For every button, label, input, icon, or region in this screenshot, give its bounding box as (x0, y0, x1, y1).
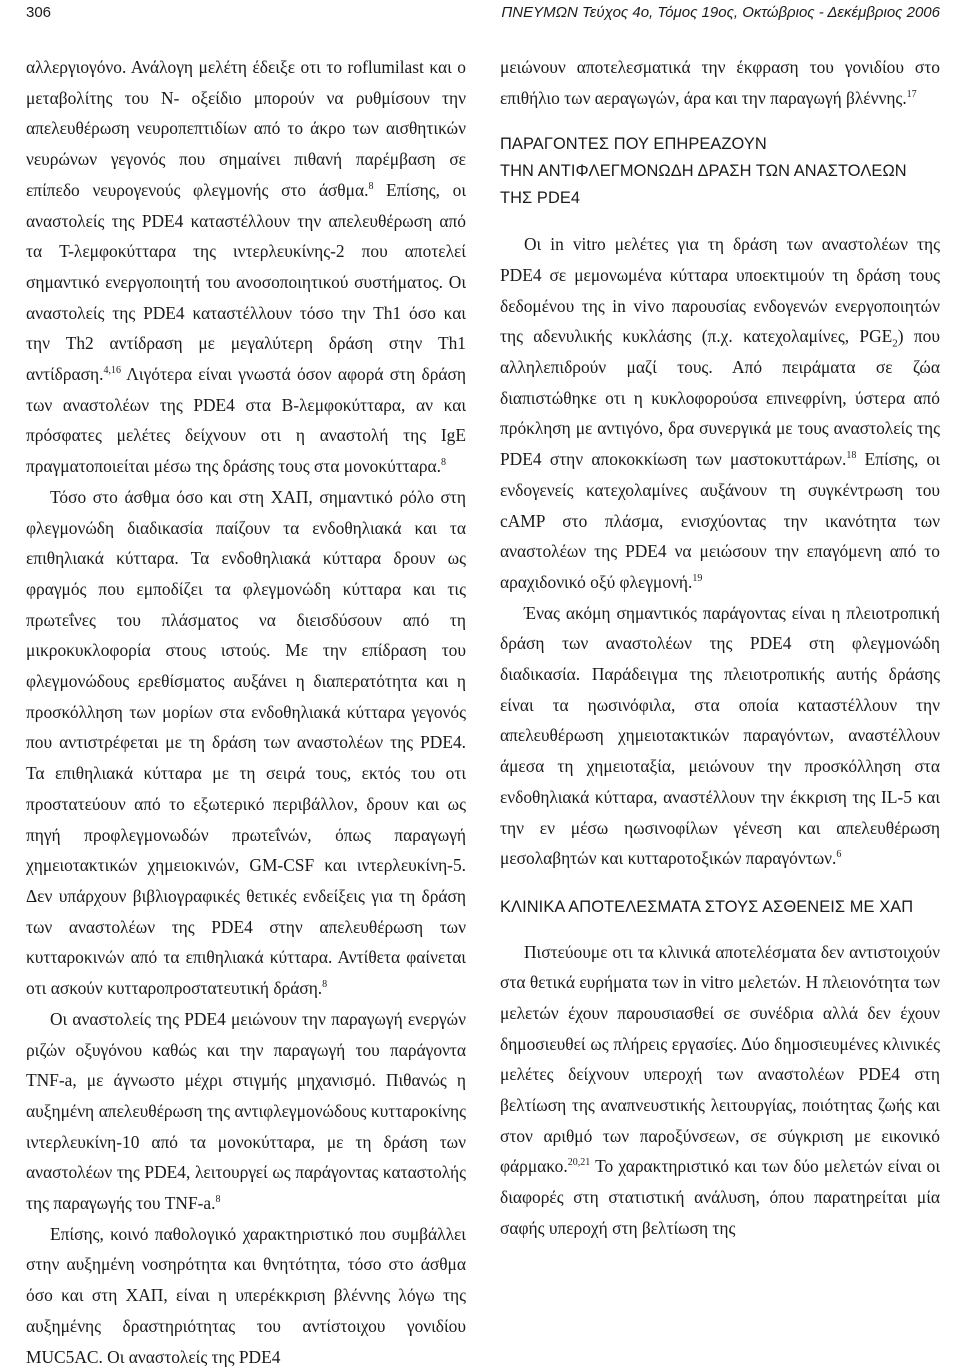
section-heading-factors (500, 131, 940, 211)
citation-ref: 8 (368, 180, 374, 192)
text-run: μειώνουν αποτελεσματικά την έκφραση του γονιδίου στο επιθήλιο των αεραγωγών, άρα και την παραγωγή βλέννης. (500, 57, 940, 108)
citation-ref: 20,21 (567, 1157, 591, 1169)
paragraph-left-1 (26, 52, 466, 482)
text-run: αλλεργιογόνο. Ανάλογη μελέτη έδειξε οτι το roflumilast και ο μεταβολίτης του N- οξείδιο μπορούν να ρυθμίσουν την απελευθέρωση νευροπεπτιδίων από το άκρο των αισθητικών νευρώνων γεγονός που σημαίνει πιθανή παρέμβαση σε επίπεδο νευρογενούς φλεγμονής στο άσθμα. (26, 57, 466, 200)
citation-ref: 8 (322, 979, 328, 991)
text-run: Επίσης, κοινό παθολογικό χαρακτηριστικό που συμβάλλει στην αυξημένη νοσηρότητα και θνητότητα, τόσο στο άσθμα όσο και στη ΧΑΠ, είναι η υπερέκκριση βλέννης λόγω της αυξημένης δραστηριότητας του αντίστοιχου γονιδίου MUC5AC. Οι αναστολείς της PDE4 (26, 1223, 466, 1367)
left-column (26, 52, 466, 1372)
page-number: 306 (26, 4, 52, 21)
citation-ref: 4,16 (103, 365, 121, 377)
citation-ref: 19 (692, 572, 703, 584)
heading-line: ΚΛΙΝΙΚΑ ΑΠΟΤΕΛΕΣΜΑΤΑ ΣΤΟΥΣ ΑΣΘΕΝΕΙΣ ΜΕ ΧΑΠ (500, 897, 914, 916)
text-run: Λιγότερα είναι γνωστά όσον αφορά στη δράση των αναστολέων της PDE4 στα Β-λεμφοκύτταρα, αν και πρόσφατες μελέτες δείχνουν οτι η αναστολή της IgE πραγματοποιείται μέσω της δράσης τους στα μονοκύτταρα. (26, 364, 466, 477)
paragraph-left-2 (26, 482, 466, 1004)
journal-running-head: ΠΝΕΥΜΩΝ Τεύχος 4ο, Τόμος 19ος, Οκτώβριος - Δεκέμβριος 2006 (501, 4, 940, 21)
paragraph-right-1 (500, 52, 940, 113)
text-run: Το χαρακτηριστικό και των δύο μελετών είναι οι διαφορές στη στατιστική ανάλυση, όπου παρατηρείται μία σαφής υπεροχή στη βελτίωση της (500, 1156, 940, 1238)
citation-ref: 8 (440, 457, 446, 469)
paragraph-right-4 (500, 937, 940, 1244)
paragraph-left-3 (26, 1004, 466, 1219)
text-run: Οι in vitro μελέτες για τη δράση των αναστολέων της PDE4 σε μεμονωμένα κύτταρα υποεκτιμούν τη δράση τους δεδομένου της in vivo παρουσίας ενδογενών ενεργοποιητών της αδενυλικής κυκλάσης (π.χ. κατεχολαμίνες, PGE (500, 234, 940, 347)
heading-line: ΤΗΣ PDE4 (500, 188, 581, 207)
paragraph-right-3 (500, 598, 940, 874)
right-column (500, 52, 940, 1244)
heading-line: ΠΑΡΑΓΟΝΤΕΣ ΠΟΥ ΕΠΗΡΕΑΖΟΥΝ (500, 135, 767, 154)
subscript: 2 (892, 337, 898, 350)
heading-line: ΤΗΝ ΑΝΤΙΦΛΕΓΜΟΝΩΔΗ ΔΡΑΣΗ ΤΩΝ ΑΝΑΣΤΟΛΕΩΝ (500, 162, 907, 180)
text-run: Επίσης, οι αναστολείς της PDE4 καταστέλλουν την απελευθέρωση από τα T-λεμφοκύτταρα της ιντερλευκίνης-2 που αποτελεί σημαντικό ενεργοποιητή του ανοσοποιητικού συστήματος. Οι αναστολείς της PDE4 καταστέλλουν τόσο την Th1 όσο και την Th2 αντίδραση με μεγαλύτερη δράση στην Th1 αντίδραση. (26, 179, 467, 385)
citation-ref: 18 (846, 450, 857, 462)
text-run: Πιστεύουμε οτι τα κλινικά αποτελέσματα δεν αντιστοιχούν στα θετικά ευρήματα των in vitro μελετών. Η πλειονότητα των μελετών έχουν παρουσιασθεί σε συνέδρια αλλά δεν έχουν δημοσιευθεί ως πλήρεις εργασίες. Δύο δημοσιευμένες κλινικές μελέτες δείχνουν υπεροχή των αναστολέων PDE4 στη βελτίωση της αναπνευστικής λειτουργίας, ποιότητας ζωής και στον αριθμό των παροξύνσεων, σε σύγκριση με εικονικό φάρμακο. (500, 941, 940, 1177)
text-run: Ένας ακόμη σημαντικός παράγοντας είναι η πλειοτροπική δράση των αναστολέων της PDE4 στη φλεγμονώδη διαδικασία. Παράδειγμα της πλειοτροπικής αυτής δράσης είναι τα ηωσινόφιλα, στα οποία καταστέλλουν την απελευθέρωση χημειοτακτικών παραγόντων, αναστέλλουν άμεσα τη χημειοταξία, μειώνουν την προσκόλληση στα ενδοθηλιακά κύτταρα, αναστέλλουν την έκκριση της IL-5 και την εν μέσω ηωσινοφίλων γένεση και απελευθέρωση μεσολαβητών και κυτταροτοξικών παραγόντων. (500, 602, 940, 869)
text-run: Επίσης, οι ενδογενείς κατεχολαμίνες αυξάνουν τη συγκέντρωση του cAMP στο πλάσμα, ενισχύοντας την ικανότητα των αναστολέων της PDE4 να μειώσουν την επαγόμενη από το αραχιδονικό οξύ φλεγμονή. (500, 449, 941, 592)
text-run: ) που αλληλεπιδρούν μαζί τους. Από πειράματα σε ζώα διαπιστώθηκε οτι η κυκλοφορούσα επινεφρίνη, ύστερα από πρόκληση με αντιγόνο, δρα συνεργικά με τους αναστολείς της PDE4 στην αποκοκκίωση των μαστοκυττάρων. (500, 326, 940, 470)
text-run: Τόσο στο άσθμα όσο και στη ΧΑΠ, σημαντικό ρόλο στη φλεγμονώδη διαδικασία παίζουν τα ενδοθηλιακά και τα επιθηλιακά κύτταρα. Τα ενδοθηλιακά κύτταρα δρουν ως φραγμός που εμποδίζει τα φλεγμονώδη κύτταρα και τις πρωτεΐνες του πλάσματος να διεισδύσουν από τη μικροκυκλοφορία στους ιστούς. Με την επίδραση του φλεγμονώδους ερεθίσματος αυξάνει η διαπερατότητα και η προσκόλληση των μορίων στα ενδοθηλιακά κύτταρα γεγονός που αντιστρέφεται με τη δράση των αναστολέων της PDE4. Τα επιθηλιακά κύτταρα με τη σειρά τους, εκτός του οτι προστατεύουν από το εξωτερικό περιβάλλον, δρουν και ως πηγή προφλεγμονωδών πρωτεΐνών, όπως παραγωγή χημειοτακτικών χημειοκινών, GM-CSF και ιντερλευκίνη-5. Δεν υπάρχουν βιβλιογραφικές θετικές ενδείξεις για τη δράση των αναστολέων της PDE4 στην απελευθέρωση των κυτταροκινών από τα επιθηλιακά κύτταρα. Αντίθετα φαίνεται οτι ασκούν κυτταροπροστατευτική δράση. (26, 486, 466, 999)
paragraph-left-4 (26, 1219, 466, 1372)
citation-ref: 6 (836, 849, 842, 861)
text-run: Οι αναστολείς της PDE4 μειώνουν την παραγωγή ενεργών ριζών οξυγόνου καθώς και την παραγωγή του παράγοντα TNF-a, με άγνωστο μέχρι στιγμής μηχανισμό. Πιθανώς η αυξημένη απελευθέρωση της αντιφλεγμονώδους κυτταροκίνης ιντερλευκίνη-10 από τα μονοκύτταρα, με τη δράση των αναστολέων της PDE4, λειτουργεί ως παράγοντας καταστολής της παραγωγής του TNF-a. (26, 1008, 466, 1214)
section-heading-clinical (500, 894, 940, 921)
paragraph-right-2 (500, 229, 940, 597)
page-header (0, 0, 960, 40)
citation-ref: 8 (215, 1194, 221, 1206)
citation-ref: 17 (906, 88, 917, 100)
